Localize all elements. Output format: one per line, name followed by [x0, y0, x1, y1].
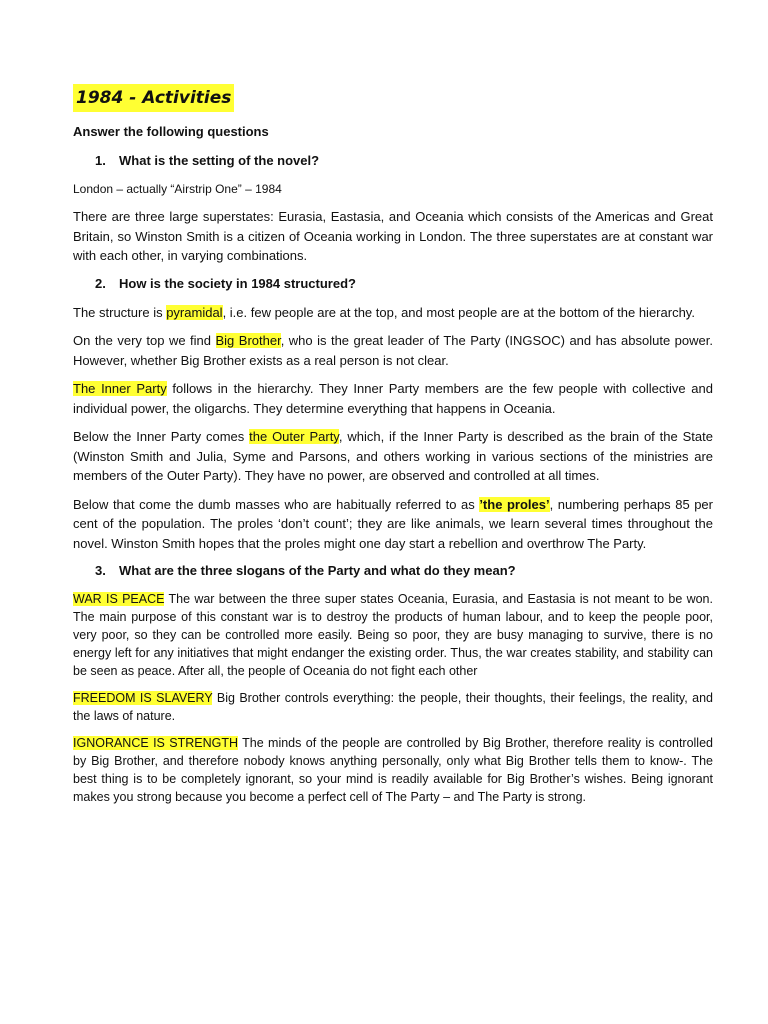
highlight-big-brother: Big Brother	[215, 333, 281, 348]
paragraph-proles	[73, 495, 713, 554]
highlight-inner-party: The Inner Party	[73, 381, 167, 396]
paragraph-war-is-peace	[73, 590, 713, 680]
answer-1-setting: London – actually “Airstrip One” – 1984	[73, 182, 282, 196]
question-text: What is the setting of the novel?	[119, 153, 320, 168]
text: , numbering perhaps 85 per cent of the population. The proles ‘don’t count’; they are like animals, we learn several times throughout the novel. Winston Smith hopes that the proles might one day start a rebellion and overthrow The Party.	[73, 496, 713, 551]
highlight-war-is-peace: WAR IS PEACE	[73, 592, 165, 606]
text: , which, if the Inner Party is described as the brain of the State (Winston Smith and Julia, Syme and Parsons, and others working in various sections of the ministries are members of the Outer Party). They have no power, are observed and controlled at all times.	[73, 429, 713, 483]
question-1	[73, 152, 713, 170]
page-title	[73, 84, 713, 112]
highlight-ignorance-is-strength: IGNORANCE IS STRENGTH	[73, 736, 238, 750]
document-page	[73, 84, 713, 815]
question-text: What are the three slogans of the Party and what do they mean?	[119, 563, 516, 578]
text: The structure is	[73, 304, 167, 320]
text: The war between the three super states Oceania, Eurasia, and Eastasia is not meant to be won. The main purpose of this constant war is to destroy the products of human labour, and to keep the people poor, very poor, so they can be controlled more easily. Being so poor, they are busy managing to survive, there is no energy left for any initiatives that might endanger the existing order. Thus, the war creates stability, and stability can be seen as peace. After all, the people of Oceania do not fight each other	[73, 592, 713, 678]
paragraph-outer-party	[73, 427, 713, 486]
instructions: Answer the following questions	[73, 124, 269, 139]
text: On the very top we find	[73, 333, 216, 348]
paragraph-superstates: There are three large superstates: Eurasia, Eastasia, and Oceania which consists of the Americas and Great Britain, so Winston Smith is a citizen of Oceania working in London. The three superstates are at constant war with each other, in varying combinations.	[73, 209, 713, 263]
question-3	[73, 562, 713, 580]
paragraph-inner-party	[73, 379, 713, 418]
text: Below that come the dumb masses who are habitually referred to as	[73, 496, 480, 512]
text: The minds of the people are controlled by Big Brother, therefore reality is controlled by Big Brother, and therefore nobody knows anything personally, only what Big Brother tells them to know-. The best thing is to be completely ignorant, so your mind is readily available for Big Brother’s wishes. Being ignorant makes you strong because you become a perfect cell of The Party – and The Party is strong.	[73, 736, 713, 804]
paragraph-pyramidal	[73, 303, 713, 323]
text: follows in the hierarchy. They Inner Party members are the few people with collective and individual power, the oligarchs. They determine everything that happens in Oceania.	[73, 381, 713, 416]
paragraph-freedom-is-slavery	[73, 689, 713, 725]
question-number: 1.	[95, 153, 106, 168]
text: Below the Inner Party comes	[73, 429, 250, 444]
paragraph-ignorance-is-strength	[73, 734, 713, 806]
title-highlight: 1984 - Activities	[73, 84, 234, 112]
question-number: 2.	[95, 275, 106, 291]
highlight-freedom-is-slavery: FREEDOM IS SLAVERY	[73, 691, 213, 705]
text: , who is the great leader of The Party (INGSOC) and has absolute power. However, whether Big Brother exists as a real person is not clear.	[73, 333, 713, 368]
highlight-proles: ’the proles’	[479, 496, 550, 512]
question-text: How is the society in 1984 structured?	[119, 275, 356, 291]
text: Big Brother controls everything: the people, their thoughts, their feelings, the reality, and the laws of nature.	[73, 691, 713, 723]
text: , i.e. few people are at the top, and most people are at the bottom of the hierarchy.	[222, 304, 695, 320]
question-number: 3.	[95, 563, 106, 578]
question-2	[73, 275, 713, 293]
highlight-outer-party: the Outer Party	[249, 429, 339, 444]
highlight-pyramidal: pyramidal	[166, 304, 223, 320]
paragraph-big-brother	[73, 331, 713, 370]
